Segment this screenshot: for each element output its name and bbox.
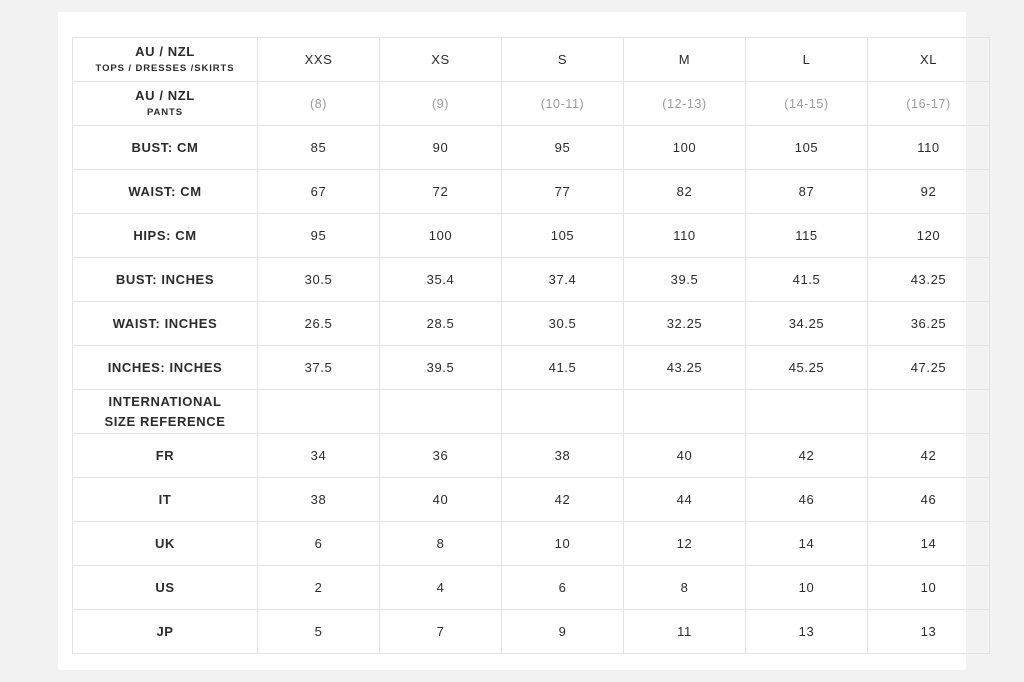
table-cell: 12: [624, 522, 746, 566]
table-cell: [746, 390, 868, 434]
table-cell: 42: [502, 478, 624, 522]
table-cell: 77: [502, 170, 624, 214]
table-cell: 38: [258, 478, 380, 522]
table-cell: 82: [624, 170, 746, 214]
table-cell: 34: [258, 434, 380, 478]
table-cell: 4: [380, 566, 502, 610]
table-cell: 34.25: [746, 302, 868, 346]
row-label-us: US: [73, 566, 258, 610]
table-cell: 47.25: [868, 346, 990, 390]
table-cell: 28.5: [380, 302, 502, 346]
row-label-it: IT: [73, 478, 258, 522]
table-row-inches-inches: [73, 346, 990, 390]
table-row-uk: [73, 522, 990, 566]
table-cell: (10-11): [502, 82, 624, 126]
table-cell: 85: [258, 126, 380, 170]
table-cell: 11: [624, 610, 746, 654]
table-cell: 40: [380, 478, 502, 522]
table-cell: 42: [868, 434, 990, 478]
table-cell: 105: [502, 214, 624, 258]
row-label-uk: UK: [73, 522, 258, 566]
table-cell: (9): [380, 82, 502, 126]
table-cell: 5: [258, 610, 380, 654]
table-row-hips-cm: [73, 214, 990, 258]
table-cell: 90: [380, 126, 502, 170]
table-cell: (16-17): [868, 82, 990, 126]
table-cell: M: [624, 38, 746, 82]
table-cell: 37.4: [502, 258, 624, 302]
table-cell: 9: [502, 610, 624, 654]
table-row-international-reference: [73, 390, 990, 434]
row-label-au-nzl-pants: [73, 82, 258, 126]
row-label-hips-cm: HIPS: CM: [73, 214, 258, 258]
size-chart-table: [72, 37, 990, 654]
table-cell: 8: [380, 522, 502, 566]
row-label-fr: FR: [73, 434, 258, 478]
table-cell: 26.5: [258, 302, 380, 346]
table-row-bust-inches: [73, 258, 990, 302]
row-label-main: INTERNATIONAL: [108, 394, 222, 409]
table-cell: 44: [624, 478, 746, 522]
table-row-waist-cm: [73, 170, 990, 214]
table-cell: [380, 390, 502, 434]
table-row-bust-cm: [73, 126, 990, 170]
table-cell: 87: [746, 170, 868, 214]
table-cell: 92: [868, 170, 990, 214]
row-label-sub-line: SIZE REFERENCE: [104, 413, 226, 429]
table-cell: 39.5: [624, 258, 746, 302]
table-cell: 13: [868, 610, 990, 654]
table-cell: [502, 390, 624, 434]
table-cell: 14: [746, 522, 868, 566]
table-cell: [258, 390, 380, 434]
table-cell: 72: [380, 170, 502, 214]
table-cell: 110: [868, 126, 990, 170]
table-cell: 7: [380, 610, 502, 654]
table-cell: 35.4: [380, 258, 502, 302]
table-cell: (12-13): [624, 82, 746, 126]
table-cell: 2: [258, 566, 380, 610]
table-cell: 10: [746, 566, 868, 610]
table-cell: 95: [258, 214, 380, 258]
row-label-inches-inches: INCHES: INCHES: [73, 346, 258, 390]
table-cell: L: [746, 38, 868, 82]
table-cell: 13: [746, 610, 868, 654]
size-chart-card: [58, 12, 966, 670]
table-cell: 37.5: [258, 346, 380, 390]
table-cell: 67: [258, 170, 380, 214]
table-row-jp: [73, 610, 990, 654]
table-cell: (14-15): [746, 82, 868, 126]
table-cell: 42: [746, 434, 868, 478]
size-chart-table-wrapper: [72, 37, 954, 654]
table-cell: 110: [624, 214, 746, 258]
row-label-bust-cm: BUST: CM: [73, 126, 258, 170]
row-label-waist-inches: WAIST: INCHES: [73, 302, 258, 346]
table-cell: 6: [502, 566, 624, 610]
table-cell: 40: [624, 434, 746, 478]
table-cell: XL: [868, 38, 990, 82]
table-cell: 14: [868, 522, 990, 566]
table-cell: 95: [502, 126, 624, 170]
table-cell: 10: [502, 522, 624, 566]
table-cell: 30.5: [258, 258, 380, 302]
table-cell: 6: [258, 522, 380, 566]
table-cell: 10: [868, 566, 990, 610]
row-label-main: AU / NZL: [135, 44, 195, 60]
row-label-international-reference: [73, 390, 258, 434]
table-cell: 30.5: [502, 302, 624, 346]
table-row-us: [73, 566, 990, 610]
table-cell: 115: [746, 214, 868, 258]
table-cell: 39.5: [380, 346, 502, 390]
row-label-waist-cm: WAIST: CM: [73, 170, 258, 214]
table-cell: 38: [502, 434, 624, 478]
table-cell: S: [502, 38, 624, 82]
table-cell: [624, 390, 746, 434]
table-cell: 100: [624, 126, 746, 170]
row-label-sub: TOPS / DRESSES /SKIRTS: [95, 62, 235, 74]
table-cell: 36: [380, 434, 502, 478]
table-cell: 8: [624, 566, 746, 610]
row-label-main: AU / NZL: [135, 88, 195, 104]
table-cell: XXS: [258, 38, 380, 82]
table-cell: 43.25: [868, 258, 990, 302]
table-row-au-nzl-tops: [73, 38, 990, 82]
table-cell: 36.25: [868, 302, 990, 346]
row-label-sub: PANTS: [147, 106, 183, 118]
row-label-au-nzl-tops: [73, 38, 258, 82]
table-row-it: [73, 478, 990, 522]
table-cell: 100: [380, 214, 502, 258]
table-cell: (8): [258, 82, 380, 126]
table-cell: 32.25: [624, 302, 746, 346]
table-cell: 43.25: [624, 346, 746, 390]
table-cell: XS: [380, 38, 502, 82]
table-row-au-nzl-pants: [73, 82, 990, 126]
table-cell: 45.25: [746, 346, 868, 390]
table-cell: 105: [746, 126, 868, 170]
row-label-jp: JP: [73, 610, 258, 654]
table-cell: 46: [868, 478, 990, 522]
table-cell: [868, 390, 990, 434]
table-cell: 46: [746, 478, 868, 522]
row-label-bust-inches: BUST: INCHES: [73, 258, 258, 302]
table-row-fr: [73, 434, 990, 478]
table-cell: 120: [868, 214, 990, 258]
table-cell: 41.5: [502, 346, 624, 390]
table-cell: 41.5: [746, 258, 868, 302]
table-row-waist-inches: [73, 302, 990, 346]
